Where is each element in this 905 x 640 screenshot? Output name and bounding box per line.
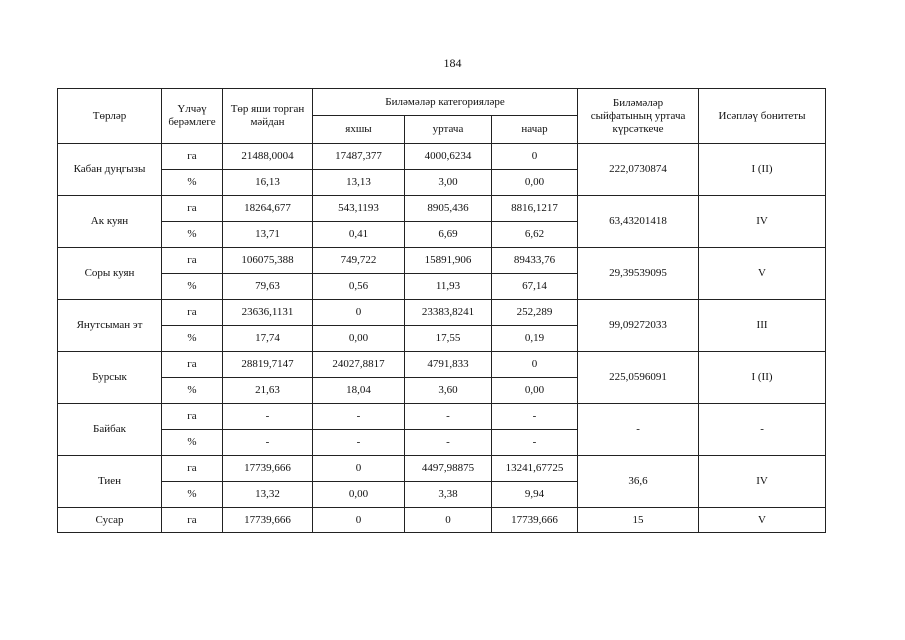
table-row	[58, 352, 826, 378]
bonitet-cell: IV	[699, 456, 826, 508]
average-cell: 3,38	[405, 482, 492, 508]
average-cell: 4791,833	[405, 352, 492, 378]
poor-cell: 0,00	[492, 170, 578, 196]
unit-cell: га	[162, 352, 223, 378]
header-categories: Биләмәләр категорияләре	[313, 89, 578, 116]
page-number: 184	[443, 56, 462, 70]
bonitet-cell: V	[699, 248, 826, 300]
species-name: Байбак	[58, 404, 162, 456]
area-cell: 13,32	[223, 482, 313, 508]
good-cell: 0,41	[313, 222, 405, 248]
area-cell: 21488,0004	[223, 144, 313, 170]
average-cell: 15891,906	[405, 248, 492, 274]
average-cell: 8905,436	[405, 196, 492, 222]
unit-cell: %	[162, 430, 223, 456]
area-cell: 17739,666	[223, 456, 313, 482]
poor-cell: -	[492, 404, 578, 430]
species-name: Кабан дуңгызы	[58, 144, 162, 196]
good-cell: 0	[313, 300, 405, 326]
bonitet-cell: III	[699, 300, 826, 352]
average-cell: -	[405, 404, 492, 430]
unit-cell: га	[162, 456, 223, 482]
average-cell: 3,60	[405, 378, 492, 404]
area-cell: 16,13	[223, 170, 313, 196]
unit-cell: %	[162, 222, 223, 248]
quality-index-cell: 63,43201418	[578, 196, 699, 248]
area-cell: -	[223, 430, 313, 456]
good-cell: 13,13	[313, 170, 405, 196]
poor-cell: 6,62	[492, 222, 578, 248]
poor-cell: 89433,76	[492, 248, 578, 274]
area-cell: 17,74	[223, 326, 313, 352]
bonitet-cell: -	[699, 404, 826, 456]
table-row	[58, 508, 826, 533]
good-cell: 0	[313, 456, 405, 482]
unit-cell: %	[162, 274, 223, 300]
good-cell: 0,00	[313, 482, 405, 508]
species-name: Янутсыман эт	[58, 300, 162, 352]
unit-cell: га	[162, 144, 223, 170]
quality-index-cell: 15	[578, 508, 699, 533]
poor-cell: -	[492, 430, 578, 456]
average-cell: 23383,8241	[405, 300, 492, 326]
species-name: Тиен	[58, 456, 162, 508]
unit-cell: %	[162, 326, 223, 352]
average-cell: 3,00	[405, 170, 492, 196]
average-cell: 4000,6234	[405, 144, 492, 170]
average-cell: -	[405, 430, 492, 456]
good-cell: 18,04	[313, 378, 405, 404]
poor-cell: 0,00	[492, 378, 578, 404]
quality-index-cell: 222,0730874	[578, 144, 699, 196]
table-row	[58, 300, 826, 326]
poor-cell: 8816,1217	[492, 196, 578, 222]
table-row	[58, 248, 826, 274]
unit-cell: %	[162, 170, 223, 196]
area-cell: 17739,666	[223, 508, 313, 533]
unit-cell: га	[162, 404, 223, 430]
header-area: Төр яши торган мәйдан	[223, 89, 313, 144]
good-cell: 0,56	[313, 274, 405, 300]
quality-index-cell: 99,09272033	[578, 300, 699, 352]
table-row	[58, 196, 826, 222]
header-species: Төрләр	[58, 89, 162, 144]
unit-cell: %	[162, 482, 223, 508]
unit-cell: га	[162, 508, 223, 533]
table-row	[58, 456, 826, 482]
area-cell: 13,71	[223, 222, 313, 248]
bonitet-cell: IV	[699, 196, 826, 248]
quality-index-cell: 225,0596091	[578, 352, 699, 404]
unit-cell: %	[162, 378, 223, 404]
good-cell: -	[313, 404, 405, 430]
poor-cell: 17739,666	[492, 508, 578, 533]
good-cell: 543,1193	[313, 196, 405, 222]
header-bonitet: Исәпләү бонитеты	[699, 89, 826, 144]
header-poor: начар	[492, 116, 578, 144]
bonitet-cell: V	[699, 508, 826, 533]
unit-cell: га	[162, 248, 223, 274]
header-average: уртача	[405, 116, 492, 144]
header-quality-index: Биләмәләр сыйфатының уртача күрсәткече	[578, 89, 699, 144]
poor-cell: 0	[492, 144, 578, 170]
poor-cell: 0	[492, 352, 578, 378]
poor-cell: 67,14	[492, 274, 578, 300]
bonitet-cell: I (II)	[699, 144, 826, 196]
header-unit: Үлчәү берәмлеге	[162, 89, 223, 144]
good-cell: 0	[313, 508, 405, 533]
poor-cell: 9,94	[492, 482, 578, 508]
unit-cell: га	[162, 196, 223, 222]
species-name: Сусар	[58, 508, 162, 533]
header-good: яхшы	[313, 116, 405, 144]
good-cell: 24027,8817	[313, 352, 405, 378]
unit-cell: га	[162, 300, 223, 326]
average-cell: 11,93	[405, 274, 492, 300]
area-cell: 18264,677	[223, 196, 313, 222]
good-cell: 749,722	[313, 248, 405, 274]
header-row-1	[58, 89, 826, 116]
species-habitat-table	[57, 88, 826, 533]
good-cell: 17487,377	[313, 144, 405, 170]
area-cell: 28819,7147	[223, 352, 313, 378]
average-cell: 6,69	[405, 222, 492, 248]
quality-index-cell: 36,6	[578, 456, 699, 508]
poor-cell: 0,19	[492, 326, 578, 352]
table-row	[58, 404, 826, 430]
area-cell: 21,63	[223, 378, 313, 404]
species-name: Ак куян	[58, 196, 162, 248]
bonitet-cell: I (II)	[699, 352, 826, 404]
species-name: Соры куян	[58, 248, 162, 300]
area-cell: 79,63	[223, 274, 313, 300]
poor-cell: 13241,67725	[492, 456, 578, 482]
quality-index-cell: 29,39539095	[578, 248, 699, 300]
average-cell: 17,55	[405, 326, 492, 352]
average-cell: 0	[405, 508, 492, 533]
poor-cell: 252,289	[492, 300, 578, 326]
species-name: Бурсык	[58, 352, 162, 404]
quality-index-cell: -	[578, 404, 699, 456]
table-row	[58, 144, 826, 170]
area-cell: -	[223, 404, 313, 430]
good-cell: -	[313, 430, 405, 456]
average-cell: 4497,98875	[405, 456, 492, 482]
area-cell: 23636,1131	[223, 300, 313, 326]
good-cell: 0,00	[313, 326, 405, 352]
area-cell: 106075,388	[223, 248, 313, 274]
